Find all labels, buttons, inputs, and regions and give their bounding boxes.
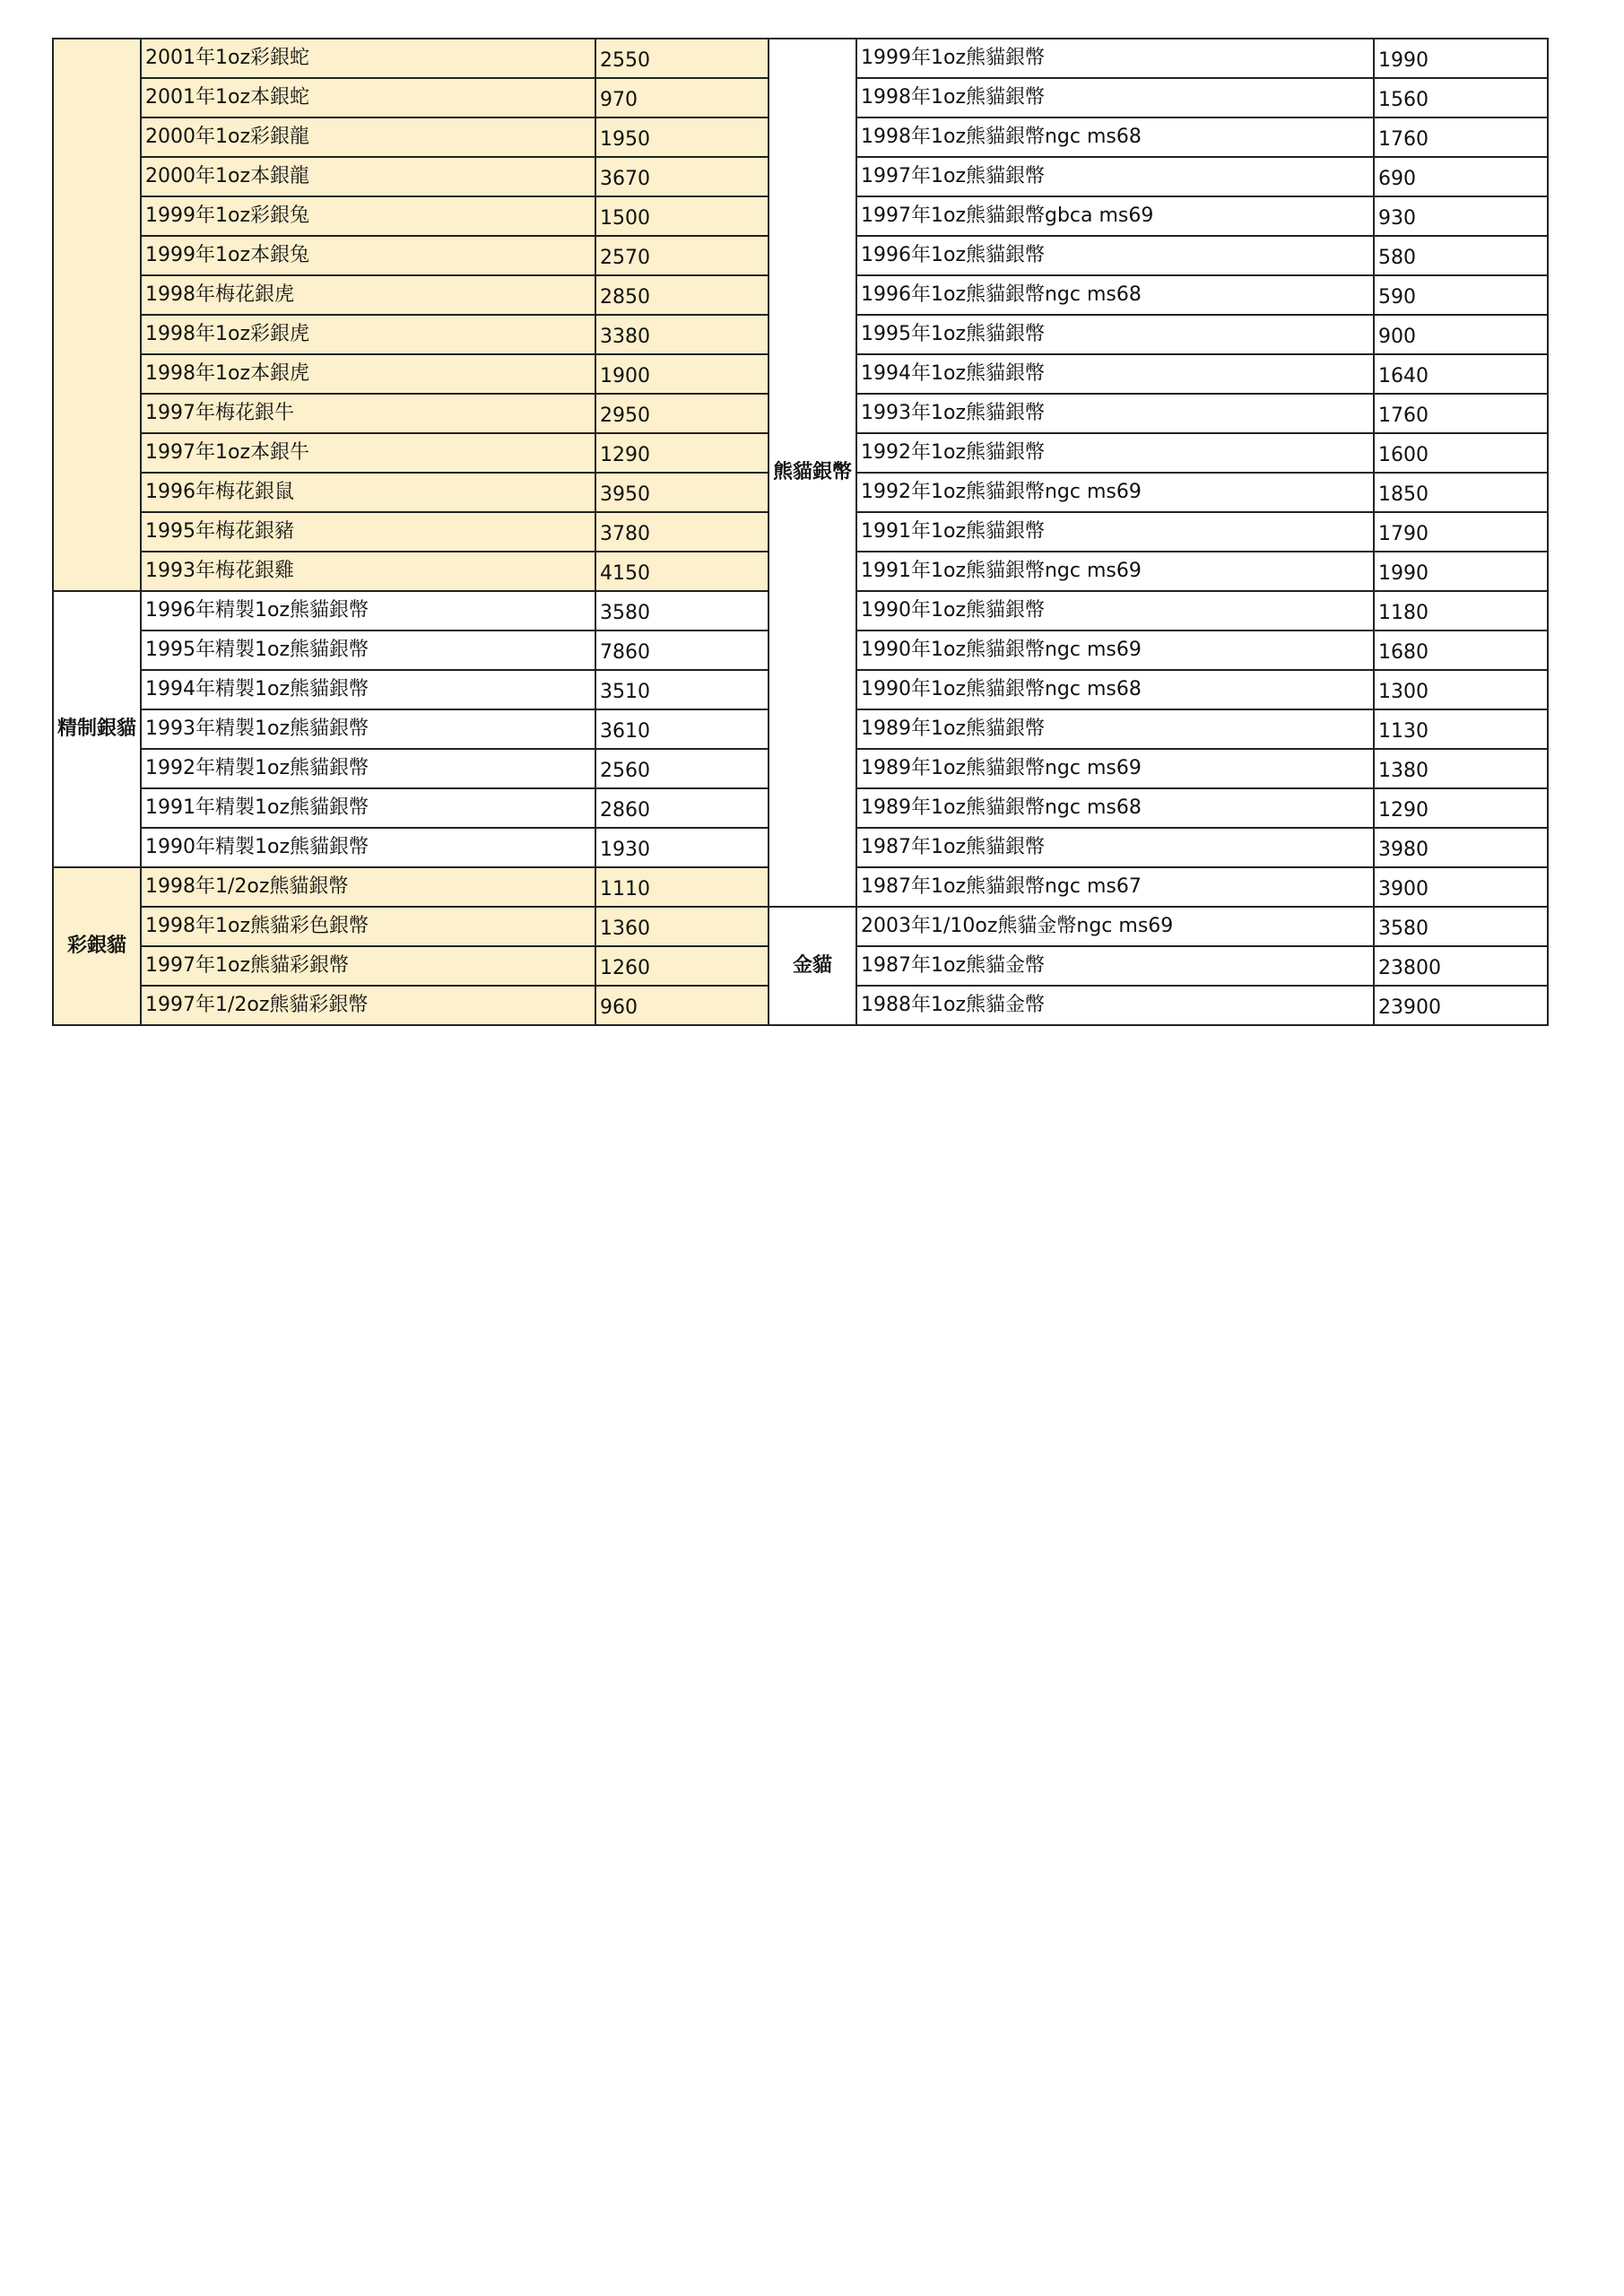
coin-name-cell: 1995年1oz熊貓銀幣 [856, 315, 1374, 354]
coin-name-cell: 1994年精製1oz熊貓銀幣 [141, 670, 595, 709]
table-row [53, 709, 770, 749]
table-row [53, 236, 770, 275]
coin-name-cell: 1993年1oz熊貓銀幣 [856, 394, 1374, 433]
table-row [769, 631, 1548, 670]
price-cell: 1300 [1374, 670, 1548, 709]
table-row [769, 907, 1548, 946]
price-cell: 1380 [1374, 749, 1548, 788]
price-cell: 2950 [595, 394, 770, 433]
table-row [769, 709, 1548, 749]
price-cell: 3950 [595, 473, 770, 512]
table-row [53, 552, 770, 591]
coin-name-cell: 1993年梅花銀雞 [141, 552, 595, 591]
coin-name-cell: 1989年1oz熊貓銀幣ngc ms69 [856, 749, 1374, 788]
coin-name-cell: 1990年精製1oz熊貓銀幣 [141, 828, 595, 867]
price-table-right [768, 38, 1549, 1026]
price-cell: 2550 [595, 39, 770, 78]
table-row [53, 867, 770, 907]
table-row [53, 828, 770, 867]
category-label: 金貓 [769, 907, 856, 1025]
coin-name-cell: 1997年梅花銀牛 [141, 394, 595, 433]
price-cell: 960 [595, 986, 770, 1025]
coin-name-cell: 2000年1oz彩銀龍 [141, 117, 595, 157]
price-cell: 4150 [595, 552, 770, 591]
price-cell: 3380 [595, 315, 770, 354]
price-cell: 3580 [595, 591, 770, 631]
coin-name-cell: 1987年1oz熊貓金幣 [856, 946, 1374, 986]
price-cell: 1850 [1374, 473, 1548, 512]
price-cell: 1760 [1374, 394, 1548, 433]
coin-name-cell: 1987年1oz熊貓銀幣 [856, 828, 1374, 867]
coin-name-cell: 1991年1oz熊貓銀幣 [856, 512, 1374, 552]
coin-name-cell: 1998年1oz熊貓彩色銀幣 [141, 907, 595, 946]
price-cell: 3900 [1374, 867, 1548, 907]
table-row [53, 631, 770, 670]
table-row [769, 354, 1548, 394]
table-row [53, 117, 770, 157]
table-row [53, 354, 770, 394]
price-cell: 1560 [1374, 78, 1548, 117]
coin-name-cell: 1988年1oz熊貓金幣 [856, 986, 1374, 1025]
table-row [53, 986, 770, 1025]
table-row [53, 315, 770, 354]
category-label [53, 39, 141, 591]
price-cell: 930 [1374, 196, 1548, 236]
price-cell: 3580 [1374, 907, 1548, 946]
coin-name-cell: 1998年1oz熊貓銀幣 [856, 78, 1374, 117]
table-row [53, 907, 770, 946]
table-row [53, 749, 770, 788]
price-cell: 1930 [595, 828, 770, 867]
table-row [769, 236, 1548, 275]
coin-name-cell: 1998年1/2oz熊貓銀幣 [141, 867, 595, 907]
price-cell: 1290 [595, 433, 770, 473]
coin-name-cell: 1996年1oz熊貓銀幣ngc ms68 [856, 275, 1374, 315]
price-cell: 970 [595, 78, 770, 117]
price-cell: 2860 [595, 788, 770, 828]
table-row [53, 275, 770, 315]
price-cell: 1790 [1374, 512, 1548, 552]
price-cell: 580 [1374, 236, 1548, 275]
coin-name-cell: 2003年1/10oz熊貓金幣ngc ms69 [856, 907, 1374, 946]
table-row [53, 433, 770, 473]
price-cell: 1290 [1374, 788, 1548, 828]
price-cell: 1500 [595, 196, 770, 236]
table-row [769, 670, 1548, 709]
table-row [769, 591, 1548, 631]
price-cell: 1990 [1374, 552, 1548, 591]
table-row [769, 749, 1548, 788]
coin-name-cell: 1997年1/2oz熊貓彩銀幣 [141, 986, 595, 1025]
coin-name-cell: 1995年梅花銀豬 [141, 512, 595, 552]
price-cell: 1760 [1374, 117, 1548, 157]
coin-name-cell: 1992年精製1oz熊貓銀幣 [141, 749, 595, 788]
table-row [53, 394, 770, 433]
table-row [769, 512, 1548, 552]
price-cell: 3980 [1374, 828, 1548, 867]
table-row [769, 157, 1548, 196]
price-cell: 2560 [595, 749, 770, 788]
price-cell: 1180 [1374, 591, 1548, 631]
coin-name-cell: 1994年1oz熊貓銀幣 [856, 354, 1374, 394]
price-cell: 2570 [595, 236, 770, 275]
coin-name-cell: 1995年精製1oz熊貓銀幣 [141, 631, 595, 670]
table-row [769, 196, 1548, 236]
coin-name-cell: 1997年1oz熊貓彩銀幣 [141, 946, 595, 986]
coin-name-cell: 1998年1oz彩銀虎 [141, 315, 595, 354]
price-cell: 3610 [595, 709, 770, 749]
table-row [769, 394, 1548, 433]
coin-name-cell: 1992年1oz熊貓銀幣 [856, 433, 1374, 473]
price-cell: 3510 [595, 670, 770, 709]
coin-name-cell: 1998年1oz熊貓銀幣ngc ms68 [856, 117, 1374, 157]
table-row [53, 512, 770, 552]
price-cell: 23800 [1374, 946, 1548, 986]
table-row [769, 315, 1548, 354]
table-row [769, 867, 1548, 907]
table-row [53, 196, 770, 236]
coin-name-cell: 1993年精製1oz熊貓銀幣 [141, 709, 595, 749]
table-row [769, 828, 1548, 867]
coin-name-cell: 1997年1oz本銀牛 [141, 433, 595, 473]
price-cell: 1640 [1374, 354, 1548, 394]
price-table-left [52, 38, 771, 1026]
table-row [53, 78, 770, 117]
coin-name-cell: 1990年1oz熊貓銀幣 [856, 591, 1374, 631]
price-cell: 2850 [595, 275, 770, 315]
coin-name-cell: 1992年1oz熊貓銀幣ngc ms69 [856, 473, 1374, 512]
price-cell: 1990 [1374, 39, 1548, 78]
table-row [769, 788, 1548, 828]
table-row [769, 986, 1548, 1025]
table-row [53, 788, 770, 828]
coin-name-cell: 1998年梅花銀虎 [141, 275, 595, 315]
coin-name-cell: 1987年1oz熊貓銀幣ngc ms67 [856, 867, 1374, 907]
table-row [769, 433, 1548, 473]
price-cell: 1600 [1374, 433, 1548, 473]
price-cell: 3670 [595, 157, 770, 196]
price-cell: 3780 [595, 512, 770, 552]
table-row [769, 78, 1548, 117]
table-row [53, 39, 770, 78]
coin-name-cell: 1997年1oz熊貓銀幣gbca ms69 [856, 196, 1374, 236]
price-cell: 1900 [595, 354, 770, 394]
price-cell: 1260 [595, 946, 770, 986]
price-cell: 7860 [595, 631, 770, 670]
coin-name-cell: 1999年1oz熊貓銀幣 [856, 39, 1374, 78]
coin-name-cell: 1996年精製1oz熊貓銀幣 [141, 591, 595, 631]
coin-name-cell: 1999年1oz彩銀兔 [141, 196, 595, 236]
table-row [769, 117, 1548, 157]
coin-name-cell: 1989年1oz熊貓銀幣ngc ms68 [856, 788, 1374, 828]
table-row [53, 473, 770, 512]
price-cell: 1130 [1374, 709, 1548, 749]
coin-name-cell: 1998年1oz本銀虎 [141, 354, 595, 394]
table-row [769, 39, 1548, 78]
price-cell: 1680 [1374, 631, 1548, 670]
price-cell: 690 [1374, 157, 1548, 196]
table-row [53, 157, 770, 196]
coin-name-cell: 2001年1oz彩銀蛇 [141, 39, 595, 78]
coin-name-cell: 1996年1oz熊貓銀幣 [856, 236, 1374, 275]
coin-name-cell: 1990年1oz熊貓銀幣ngc ms69 [856, 631, 1374, 670]
price-cell: 1360 [595, 907, 770, 946]
table-row [53, 946, 770, 986]
table-row [53, 670, 770, 709]
coin-name-cell: 1999年1oz本銀兔 [141, 236, 595, 275]
coin-name-cell: 2001年1oz本銀蛇 [141, 78, 595, 117]
coin-name-cell: 1991年精製1oz熊貓銀幣 [141, 788, 595, 828]
price-cell: 590 [1374, 275, 1548, 315]
category-label: 熊貓銀幣 [769, 39, 856, 907]
coin-name-cell: 1991年1oz熊貓銀幣ngc ms69 [856, 552, 1374, 591]
coin-name-cell: 1990年1oz熊貓銀幣ngc ms68 [856, 670, 1374, 709]
price-cell: 23900 [1374, 986, 1548, 1025]
coin-name-cell: 1989年1oz熊貓銀幣 [856, 709, 1374, 749]
price-cell: 1110 [595, 867, 770, 907]
table-row [769, 473, 1548, 512]
coin-name-cell: 2000年1oz本銀龍 [141, 157, 595, 196]
price-cell: 1950 [595, 117, 770, 157]
category-label: 精制銀貓 [53, 591, 141, 867]
price-cell: 900 [1374, 315, 1548, 354]
category-label: 彩銀貓 [53, 867, 141, 1025]
coin-name-cell: 1997年1oz熊貓銀幣 [856, 157, 1374, 196]
coin-name-cell: 1996年梅花銀鼠 [141, 473, 595, 512]
table-row [769, 552, 1548, 591]
table-row [769, 275, 1548, 315]
table-row [53, 591, 770, 631]
table-row [769, 946, 1548, 986]
